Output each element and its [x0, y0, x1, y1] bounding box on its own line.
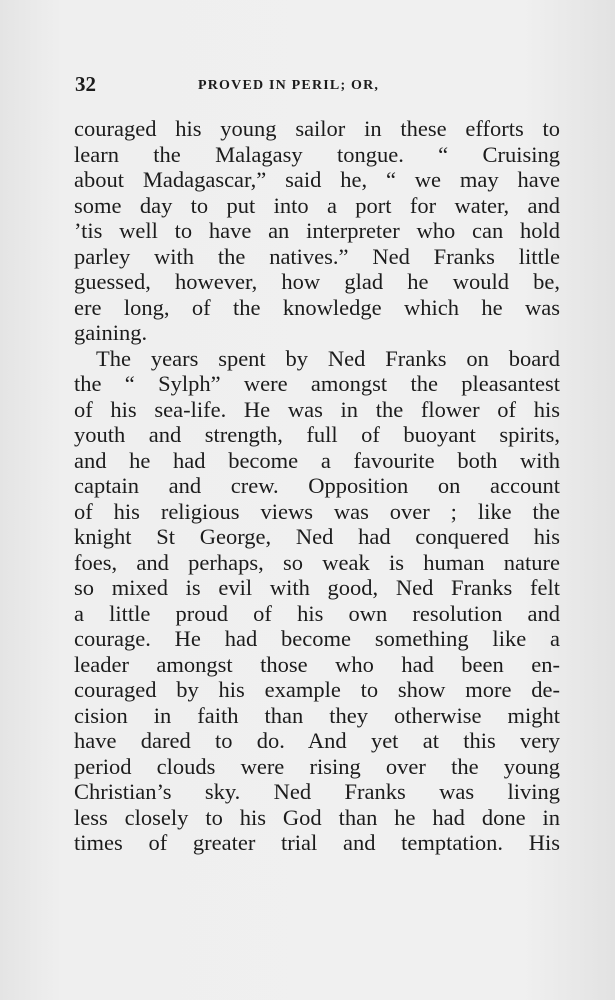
text-line: gaining. — [74, 320, 148, 345]
text-line: couraged his young sailor in these efforts to — [74, 116, 560, 141]
text-line: Christian’s sky. Ned Franks was living — [74, 779, 560, 804]
text-line: foes, and perhaps, so weak is human nature — [74, 549, 560, 575]
text-line: courage. He had become something like a — [74, 626, 560, 651]
text-line: times of greater trial and temptation. His — [74, 830, 560, 855]
text-line: ’tis well to have an interpreter who can hold — [74, 218, 560, 243]
text-line: of his religious views was over ; like the — [74, 498, 560, 524]
text-line: ere long, of the knowledge which he was — [74, 294, 560, 320]
text-line: and he had become a favourite both with — [74, 447, 560, 473]
text-line: some day to put into a port for water, and — [74, 192, 560, 218]
text-line: a little proud of his own resolution and — [74, 600, 560, 626]
text-line: learn the Malagasy tongue. “ Cruising — [74, 141, 560, 167]
text-line: captain and crew. Opposition on account — [74, 473, 560, 498]
running-title: PROVED IN PERIL; OR, — [198, 78, 380, 93]
text-line: less closely to his God than he had done in — [74, 804, 560, 830]
body-text — [74, 116, 560, 856]
text-line: so mixed is evil with good, Ned Franks felt — [74, 575, 560, 600]
text-line: period clouds were rising over the young — [74, 753, 560, 779]
text-line: of his sea-life. He was in the flower of his — [74, 396, 560, 422]
text-line: youth and strength, full of buoyant spirits, — [74, 422, 560, 447]
text-line: couraged by his example to show more de- — [74, 677, 560, 702]
text-line: leader amongst those who had been en- — [74, 651, 560, 677]
text-line: about Madagascar,” said he, “ we may have — [74, 167, 560, 192]
text-line: have dared to do. And yet at this very — [74, 728, 560, 753]
text-line: The years spent by Ned Franks on board — [96, 345, 560, 371]
text-line: the “ Sylph” were amongst the pleasantest — [74, 371, 560, 396]
page-number: 32 — [75, 72, 96, 96]
text-line: knight St George, Ned had conquered his — [74, 524, 560, 549]
text-line: parley with the natives.” Ned Franks little — [74, 243, 560, 269]
text-line: guessed, however, how glad he would be, — [74, 269, 560, 294]
text-line: cision in faith than they otherwise might — [74, 702, 560, 728]
